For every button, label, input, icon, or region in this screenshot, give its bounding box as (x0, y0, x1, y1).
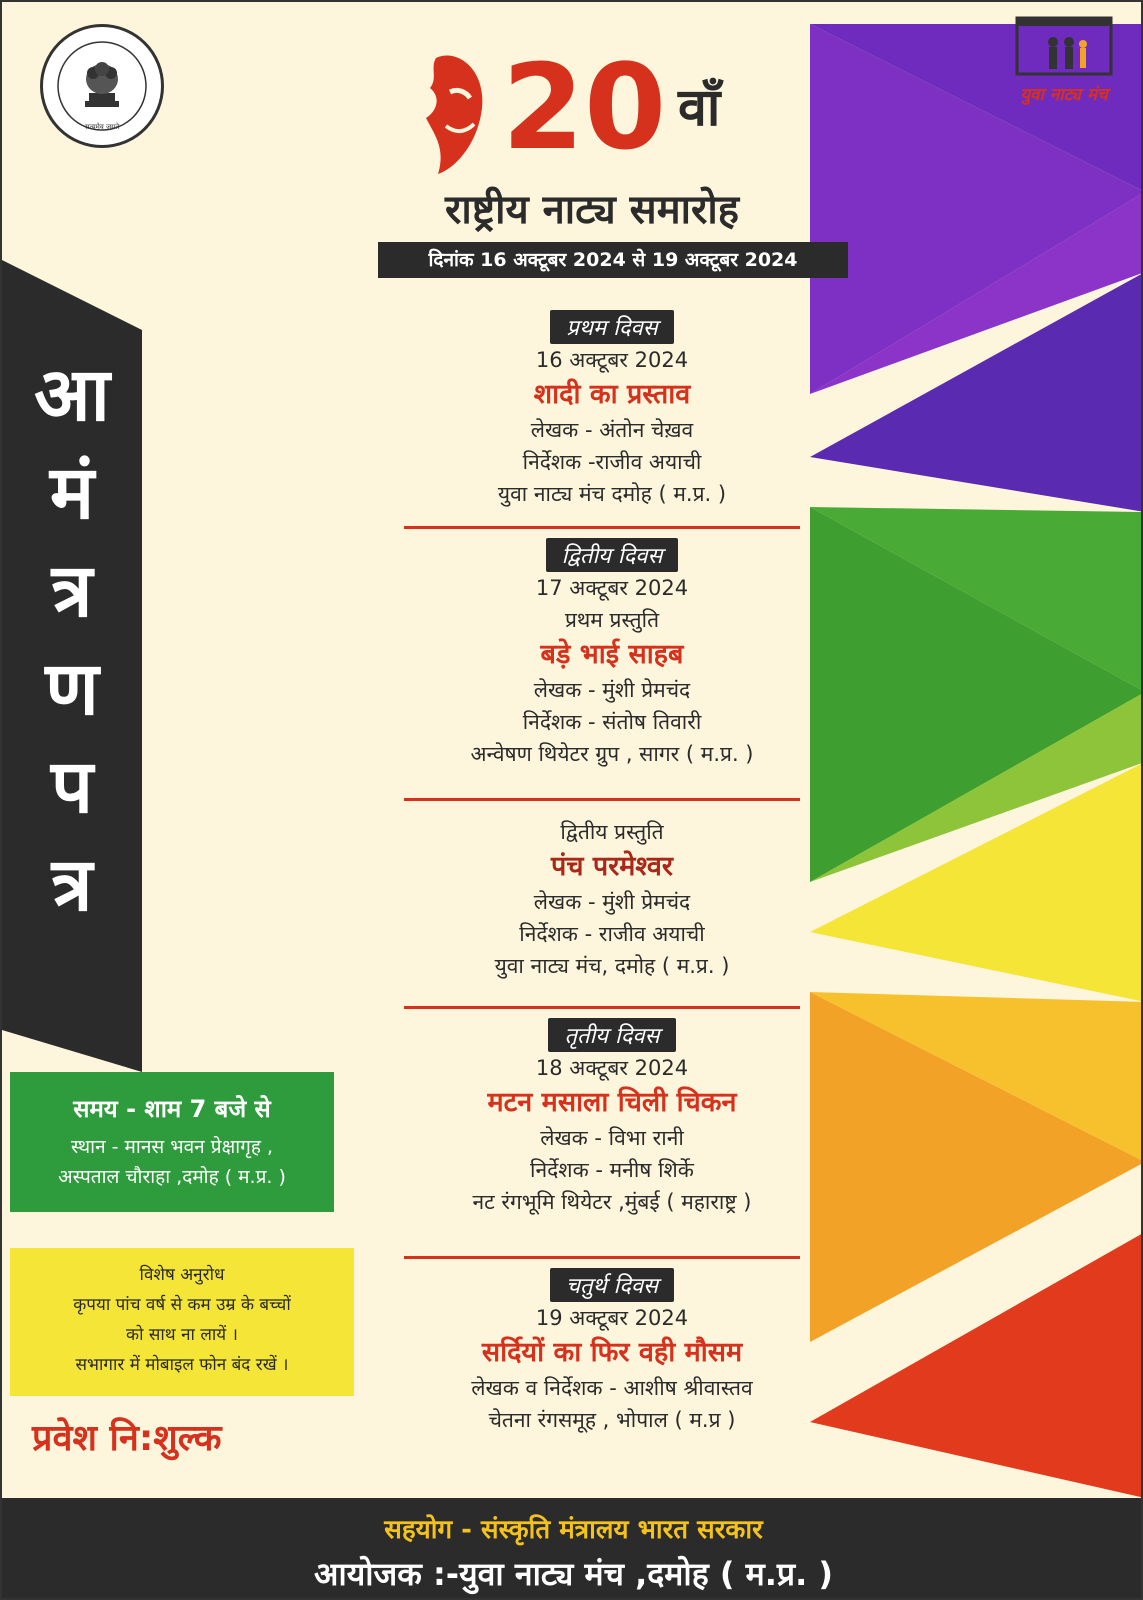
day1-section (382, 310, 842, 510)
free-entry-text: प्रवेश नि:शुल्क (32, 1418, 222, 1459)
day3-tag: तृतीय दिवस (548, 1018, 675, 1052)
invite-letter: ण (45, 646, 99, 732)
day2-p2-director: निर्देशक - राजीव अयाची (519, 922, 705, 946)
day1-play: शादी का प्रस्ताव (533, 379, 691, 410)
day2-date: 17 अक्टूबर 2024 (535, 576, 689, 600)
festival-title: राष्ट्रीय नाट्य समारोह (445, 187, 739, 233)
day2-p2-play: पंच परमेश्वर (551, 851, 673, 882)
day2-p1-director: निर्देशक - संतोष तिवारी (522, 710, 702, 734)
day1-writer: लेखक - अंतोन चेख़व (530, 418, 694, 442)
day1-director: निर्देशक -राजीव अयाची (522, 450, 702, 474)
decorative-triangles (802, 2, 1143, 1498)
time-venue-box (10, 1072, 334, 1212)
day3-director: निर्देशक - मनीष शिर्के (530, 1158, 694, 1182)
invite-letter: त्र (51, 842, 93, 928)
request-line1: कृपया पांच वर्ष से कम उम्र के बच्चों (73, 1295, 291, 1315)
day4-section (382, 1268, 842, 1436)
yuva-natya-manch-logo (1009, 16, 1119, 112)
day3-date: 18 अक्टूबर 2024 (535, 1056, 689, 1080)
request-line2: को साथ ना लायें । (126, 1325, 238, 1345)
footer (2, 1498, 1143, 1600)
footer-support: सहयोग - संस्कृति मंत्रालय भारत सरकार (384, 1515, 763, 1545)
divider (404, 1006, 800, 1009)
day2-tag: द्वितीय दिवस (546, 538, 679, 572)
day1-tag: प्रथम दिवस (550, 310, 673, 344)
divider (404, 1256, 800, 1259)
venue-line1: स्थान - मानस भवन प्रेक्षागृह , (71, 1136, 273, 1158)
invite-letter: त्र (51, 548, 93, 634)
day2-p1-play: बड़े भाई साहब (540, 639, 684, 670)
day2-p1-group: अन्वेषण थियेटर ग्रुप , सागर ( म.प्र. ) (470, 742, 754, 766)
day2-p2-label: द्वितीय प्रस्तुति (560, 820, 664, 844)
ministry-emblem (40, 24, 164, 148)
festival-number-suffix: वाँ (678, 78, 721, 138)
divider (404, 798, 800, 801)
invite-letter: प (50, 744, 94, 830)
festival-number-text: 20 (502, 38, 667, 176)
day3-group: नट रंगभूमि थियेटर ,मुंबई ( महाराष्ट्र ) (472, 1190, 752, 1214)
event-time: समय - शाम 7 बजे से (73, 1095, 271, 1123)
invite-letter: मं (49, 450, 95, 536)
emblem-motto: सत्यमेव जयते (84, 123, 120, 131)
day4-tag: चतुर्थ दिवस (550, 1268, 674, 1302)
day4-writer-director: लेखक व निर्देशक - आशीष श्रीवास्तव (471, 1376, 753, 1400)
day1-group: युवा नाट्य मंच दमोह ( म.प्र. ) (497, 482, 727, 506)
day1-date: 16 अक्टूबर 2024 (535, 348, 689, 372)
day4-date: 19 अक्टूबर 2024 (535, 1306, 689, 1330)
day2-p1-label: प्रथम प्रस्तुति (564, 608, 660, 632)
festival-date-range: दिनांक 16 अक्टूबर 2024 से 19 अक्टूबर 2024 (378, 242, 848, 278)
request-line3: सभागार में मोबाइल फोन बंद रखें । (75, 1355, 289, 1375)
special-request-box (10, 1248, 354, 1396)
theatre-stage-icon (1015, 16, 1113, 76)
divider (404, 526, 800, 529)
day2-p2-writer: लेखक - मुंशी प्रेमचंद (533, 890, 691, 914)
invitation-vertical-text (8, 346, 142, 934)
theatre-mask-icon (416, 48, 496, 178)
day3-play: मटन मसाला चिली चिकन (487, 1087, 737, 1118)
day2-section (382, 538, 842, 770)
logo-label: युवा नाट्य मंच (1020, 85, 1108, 105)
day2-p1-writer: लेखक - मुंशी प्रेमचंद (533, 678, 691, 702)
request-title: विशेष अनुरोध (139, 1265, 225, 1285)
invite-letter: आ (34, 352, 110, 438)
venue-line2: अस्पताल चौराहा ,दमोह ( म.प्र. ) (58, 1166, 286, 1188)
festival-number (442, 38, 802, 182)
day3-writer: लेखक - विभा रानी (540, 1126, 684, 1150)
lion-capital-icon (71, 49, 133, 123)
footer-organizer: आयोजक :-युवा नाट्य मंच ,दमोह ( म.प्र. ) (313, 1555, 834, 1593)
day2-p2-group: युवा नाट्य मंच, दमोह ( म.प्र. ) (494, 954, 730, 978)
day4-play: सर्दियों का फिर वही मौसम (481, 1337, 743, 1368)
day3-section (382, 1018, 842, 1218)
day2-p2-section (382, 816, 842, 982)
day4-group: चेतना रंगसमूह , भोपाल ( म.प्र ) (488, 1408, 736, 1432)
